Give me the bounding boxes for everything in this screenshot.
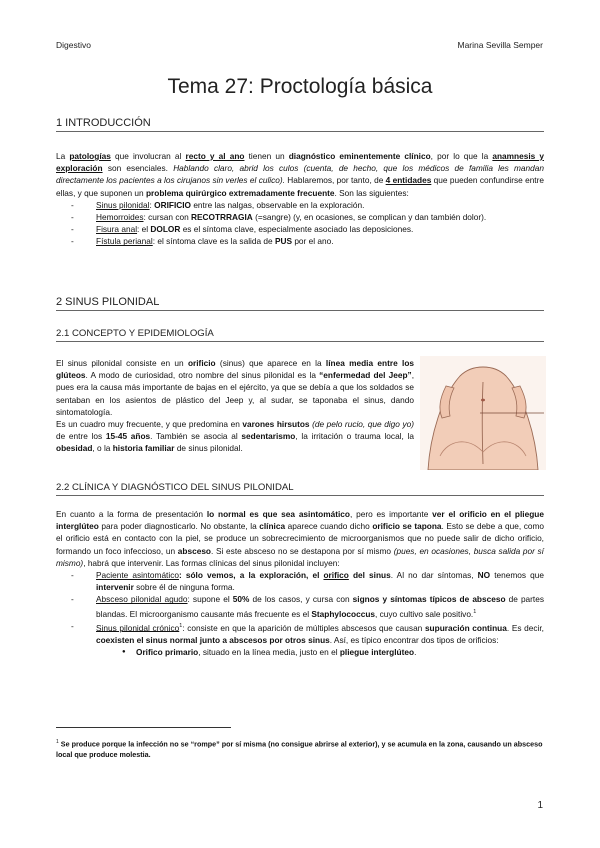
orifice-types-list bbox=[96, 646, 544, 658]
subsection-heading-concepto: 2.1 CONCEPTO Y EPIDEMIOLOGÍA bbox=[56, 328, 544, 342]
header-author: Marina Sevilla Semper bbox=[457, 40, 543, 50]
concept-block bbox=[56, 357, 414, 455]
header-subject: Digestivo bbox=[56, 40, 91, 50]
clinic-paragraph: En cuanto a la forma de presentación lo normal es que sea asintomático, pero es importante ver el orificio en el pliegue interglúteo para poder diagnosticarlo. No obstante, la clínica aparece cuando dicho orificio se tapona. Esto se debe a que, como el orificio está en contacto con la piel, se produce un sobrecrecimiento de microorganismos que no puede salir de dicho orificio, formando un foco infeccioso, un absceso. Si este absceso no se destapona por sí mismo (pues, en ocasiones, busca salida por sí mismo), habrá que intervenir. Las formas clínicas del sinus pilonidal incluyen: bbox=[56, 509, 544, 568]
list-item: - Sinus pilonidal crónico$^1$: consiste en que la aparición de múltiples abscesos que causan supuración continua. Es decir, coexisten el sinus normal junto a abscesos por otros sinus. Así, es típico encontrar dos tipos de orificios: ● Orifico primario, situado en la línea media, justo en el pliegue interglúteo. bbox=[56, 620, 544, 658]
section-heading-sinus: 2 SINUS PILONIDAL bbox=[56, 296, 544, 311]
entities-list bbox=[56, 199, 544, 248]
footnote: $^1$ Se produce porque la infección no se “rompe” por sí misma (no consigue abrirse al exterior), y se acumula en la zona, causando un absceso local que produce molestia. bbox=[56, 739, 543, 760]
list-item: - Absceso pilonidal agudo: supone el 50% de los casos, y cursa con signos y síntomas típicos de absceso de partes blandas. El microorganismo causante más frecuente es el Staphylococcus, cuyo cultivo sale positivo.$^1$ bbox=[56, 593, 544, 619]
section-heading-introduccion: 1 INTRODUCCIÓN bbox=[56, 117, 544, 132]
list-item: - Fisura anal: el DOLOR es el síntoma clave, especialmente asociado las deposiciones. bbox=[56, 223, 544, 235]
intro-paragraph: La patologías que involucran al recto y al ano tienen un diagnóstico eminentemente clínico, por lo que la anamnesis y exploración son esenciales. Hablando claro, abrid los culos (cuenta, de hecho, que los médicos de familia les mandan directamente los pacientes a los cirujanos sin verles el culico). Hablaremos, por tanto, de 4 entidades que pueden confundirse entre ellas, y que suponen un problema quirúrgico extremadamente frecuente. Son las siguientes: bbox=[56, 151, 545, 198]
clinical-forms-list bbox=[56, 569, 544, 658]
concept-paragraph-2: Es un cuadro muy frecuente, y que predomina en varones hirsutos (de pelo rucio, que digo yo) de entre los 15-45 años. También se asocia al sedentarismo, la irritación o trauma local, la obesidad, o la historia familiar de sinus pilonidal. bbox=[56, 419, 414, 454]
page-title: Tema 27: Proctología básica bbox=[167, 75, 433, 98]
clinic-block bbox=[56, 508, 544, 658]
list-item: - Paciente asintomático: sólo vemos, a la exploración, el orifico del sinus. Al no dar síntomas, NO tenemos que intervenir sobre él de ninguna forma. bbox=[56, 569, 544, 593]
page-number: 1 bbox=[537, 800, 543, 811]
intro-block bbox=[56, 150, 544, 248]
gluteal-illustration bbox=[420, 356, 546, 470]
footnote-divider bbox=[56, 727, 231, 728]
subsection-heading-clinica: 2.2 CLÍNICA Y DIAGNÓSTICO DEL SINUS PILONIDAL bbox=[56, 482, 544, 496]
list-item: - Sinus pilonidal: ORIFICIO entre las nalgas, observable en la exploración. bbox=[56, 199, 544, 211]
list-item: ● Orifico primario, situado en la línea media, justo en el pliegue interglúteo. bbox=[96, 646, 544, 658]
list-item: - Fístula perianal: el síntoma clave es la salida de PUS por el ano. bbox=[56, 235, 544, 247]
concept-paragraph-1: El sinus pilonidal consiste en un orificio (sinus) que aparece en la línea media entre los glúteos. A modo de curiosidad, otro nombre del sinus pilonidal es la “enfermedad del Jeep”, pues era la causa más importante de bajas en el ejército, ya que se debía a que los soldados se sentaban en los asientos de plástico del Jeep y, al sudar, se taponaba el sinus, dando sintomatología. bbox=[56, 358, 414, 417]
list-item: - Hemorroides: cursan con RECOTRRAGIA (=sangre) (y, en ocasiones, se complican y dan también dolor). bbox=[56, 211, 544, 223]
